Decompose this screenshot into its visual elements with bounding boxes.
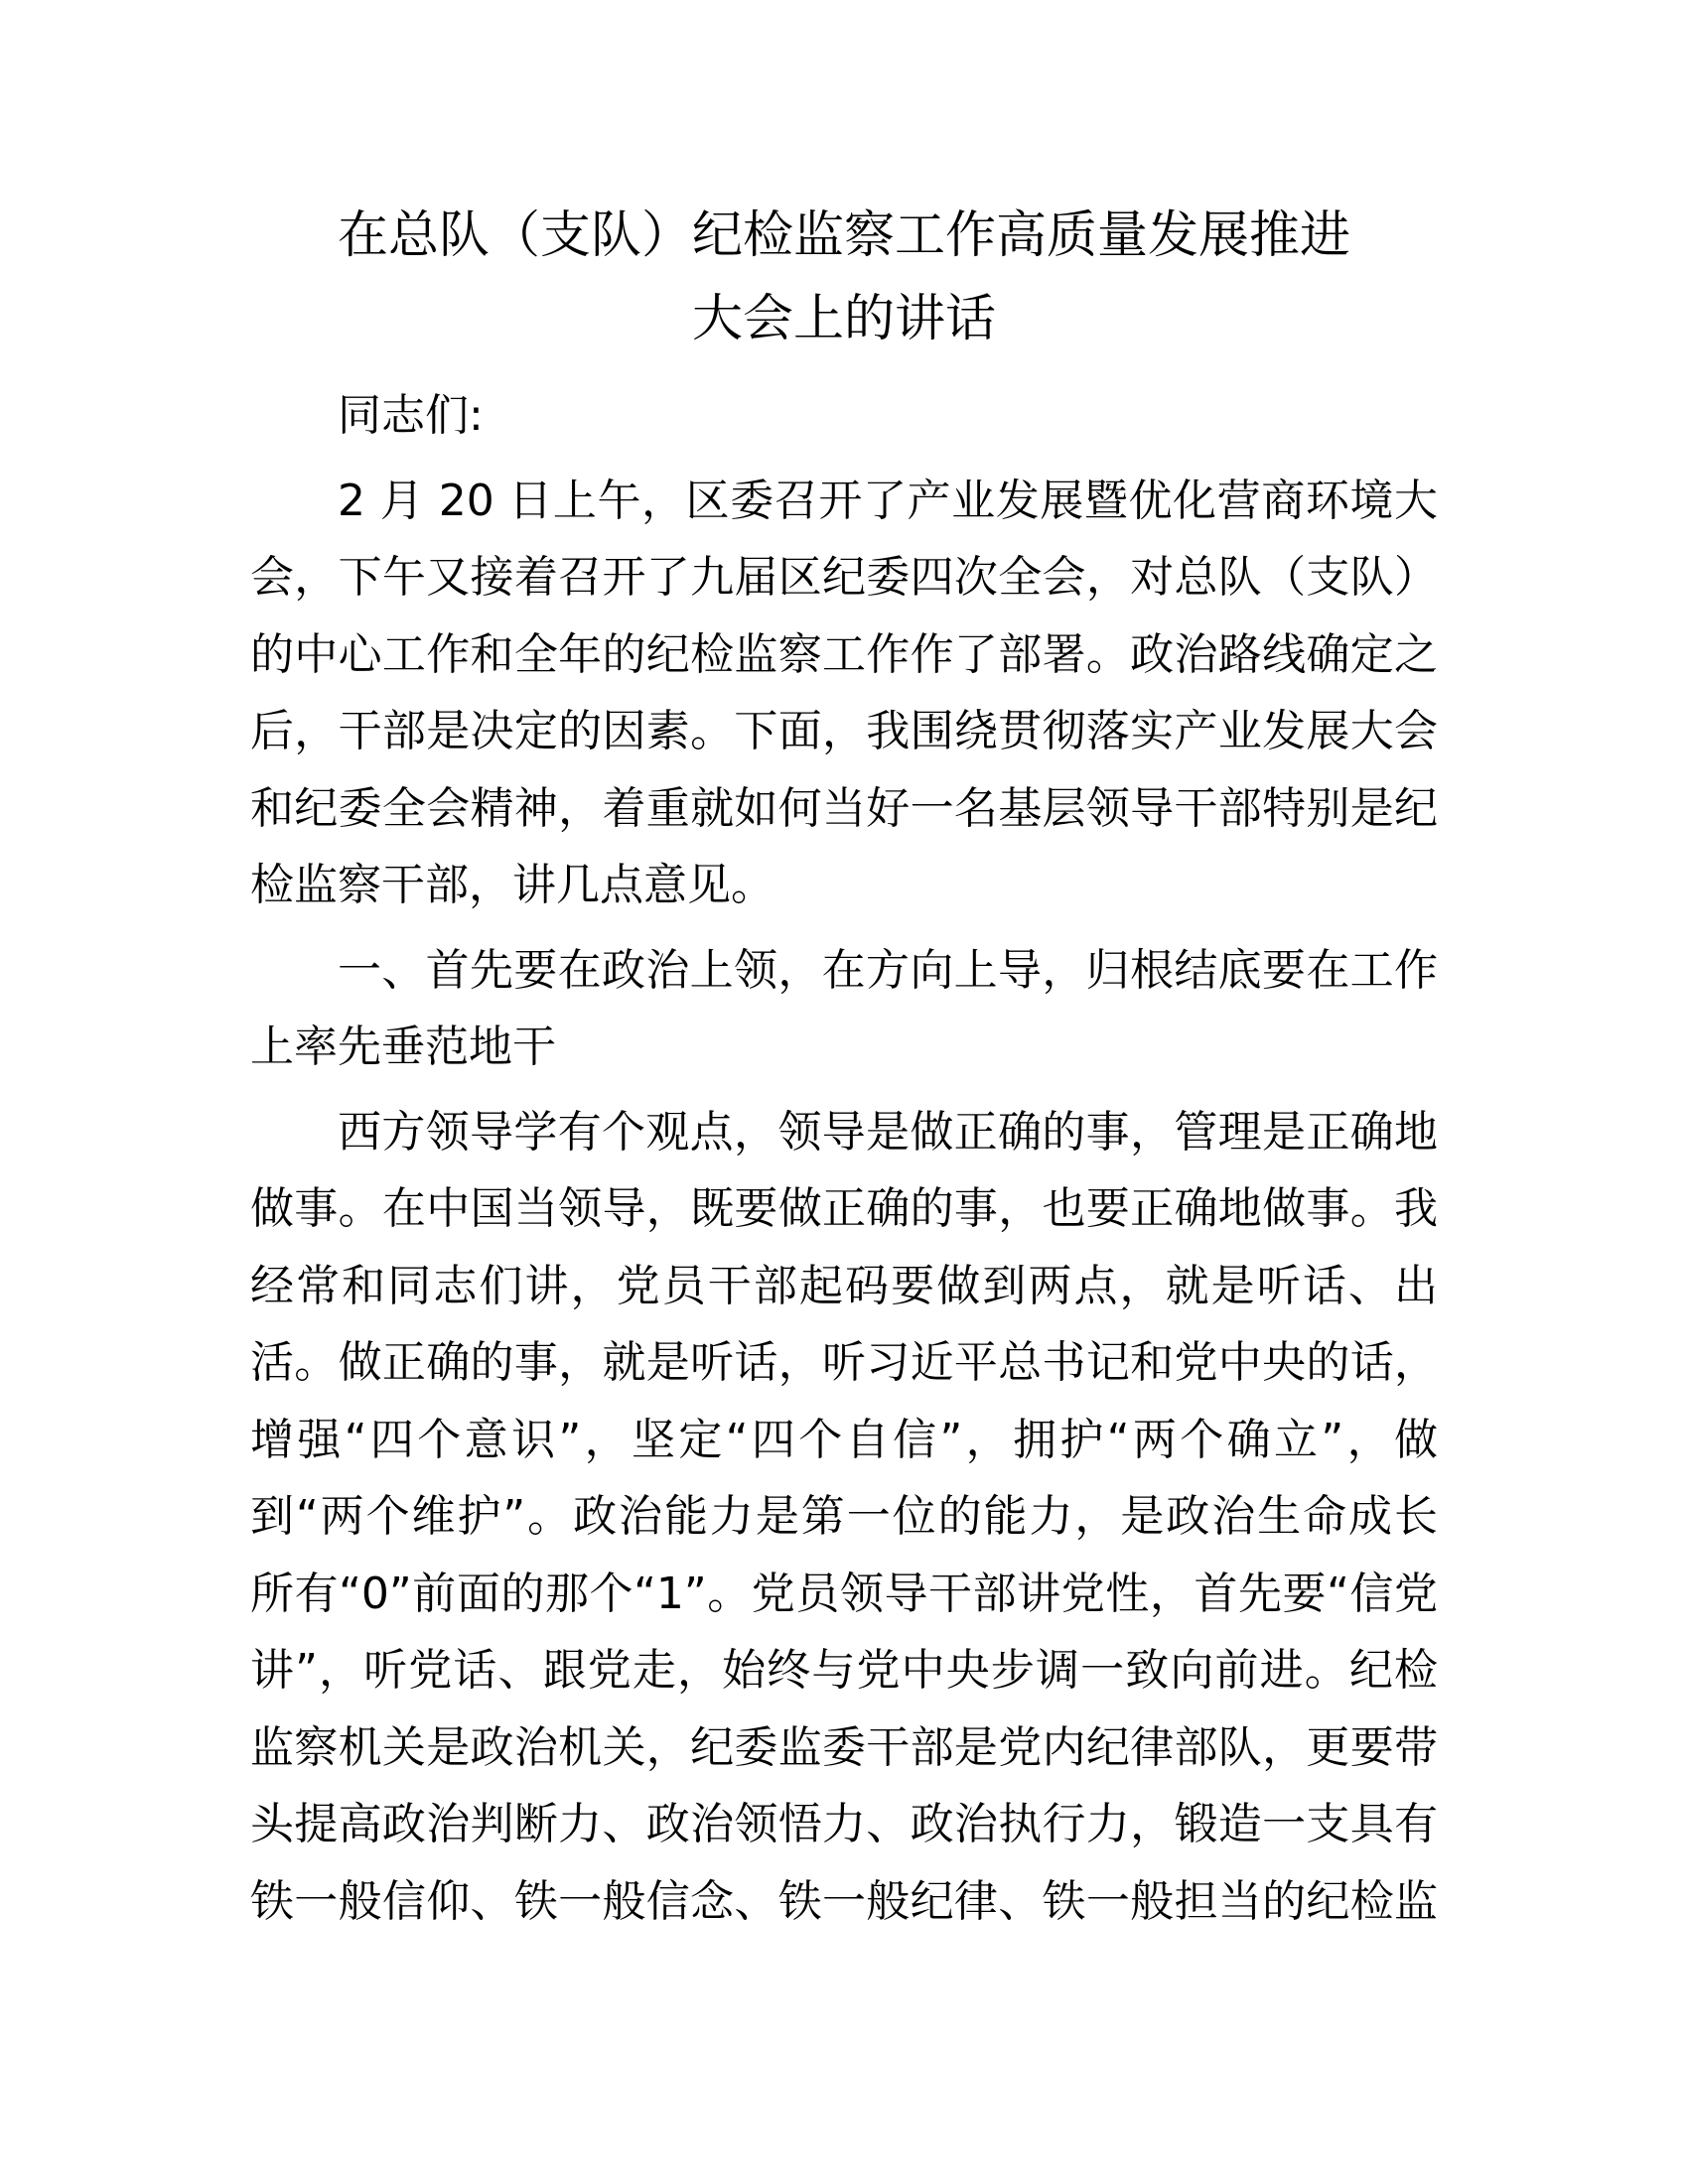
greeting-text: 同志们: [338,390,484,441]
section-heading-1 [250,932,1438,1086]
paragraph-line: 活。做正确的事，就是听话，听习近平总书记和党中央的话， [250,1337,1438,1388]
paragraph-line: 讲”，听党话、跟党走，始终与党中央步调一致向前进。纪检 [250,1645,1438,1696]
heading-line: 一、首先要在政治上领，在方向上导，归根结底要在工作 [338,944,1438,996]
paragraph-line: 增强“四个意识”，坚定“四个自信”，拥护“两个确立”，做 [250,1414,1438,1465]
paragraph-line: 经常和同志们讲，党员干部起码要做到两点，就是听话、出 [250,1260,1438,1311]
paragraph-line: 和纪委全会精神，着重就如何当好一名基层领导干部特别是纪 [250,782,1438,834]
paragraph-line: 西方领导学有个观点，领导是做正确的事，管理是正确地 [338,1106,1438,1158]
document-page [250,195,1438,1940]
paragraph-line: 头提高政治判断力、政治领悟力、政治执行力，锻造一支具有 [250,1799,1438,1849]
paragraph-line: 做事。在中国当领导，既要做正确的事，也要正确地做事。我 [250,1183,1438,1234]
paragraph-2 [250,1094,1438,1941]
paragraph-line: 会，下午又接着召开了九届区纪委四次全会，对总队（支队） [250,552,1438,603]
title-line-2: 大会上的讲话 [691,290,996,348]
paragraph-line: 到“两个维护”。政治能力是第一位的能力，是政治生命成长 [250,1491,1438,1542]
paragraph-line: 所有“0”前面的那个“1”。党员领导干部讲党性，首先要“信党 [250,1568,1438,1619]
paragraph-line: 后，干部是决定的因素。下面，我围绕贯彻落实产业发展大会 [250,706,1438,756]
greeting [250,377,1438,455]
paragraph-1 [250,463,1438,924]
paragraph-line: 监察机关是政治机关，纪委监委干部是党内纪律部队，更要带 [250,1721,1438,1773]
paragraph-line: 的中心工作和全年的纪检监察工作作了部署。政治路线确定之 [250,628,1438,680]
document-title [240,195,1448,361]
paragraph-line: 铁一般信仰、铁一般信念、铁一般纪律、铁一般担当的纪检监 [250,1875,1438,1927]
paragraph-line: 2 月 20 日上午，区委召开了产业发展暨优化营商环境大 [338,475,1438,526]
heading-line: 上率先垂范地干 [250,1022,556,1072]
title-line-1: 在总队（支队）纪检监察工作高质量发展推进 [337,206,1350,265]
paragraph-line: 检监察干部，讲几点意见。 [250,860,774,910]
